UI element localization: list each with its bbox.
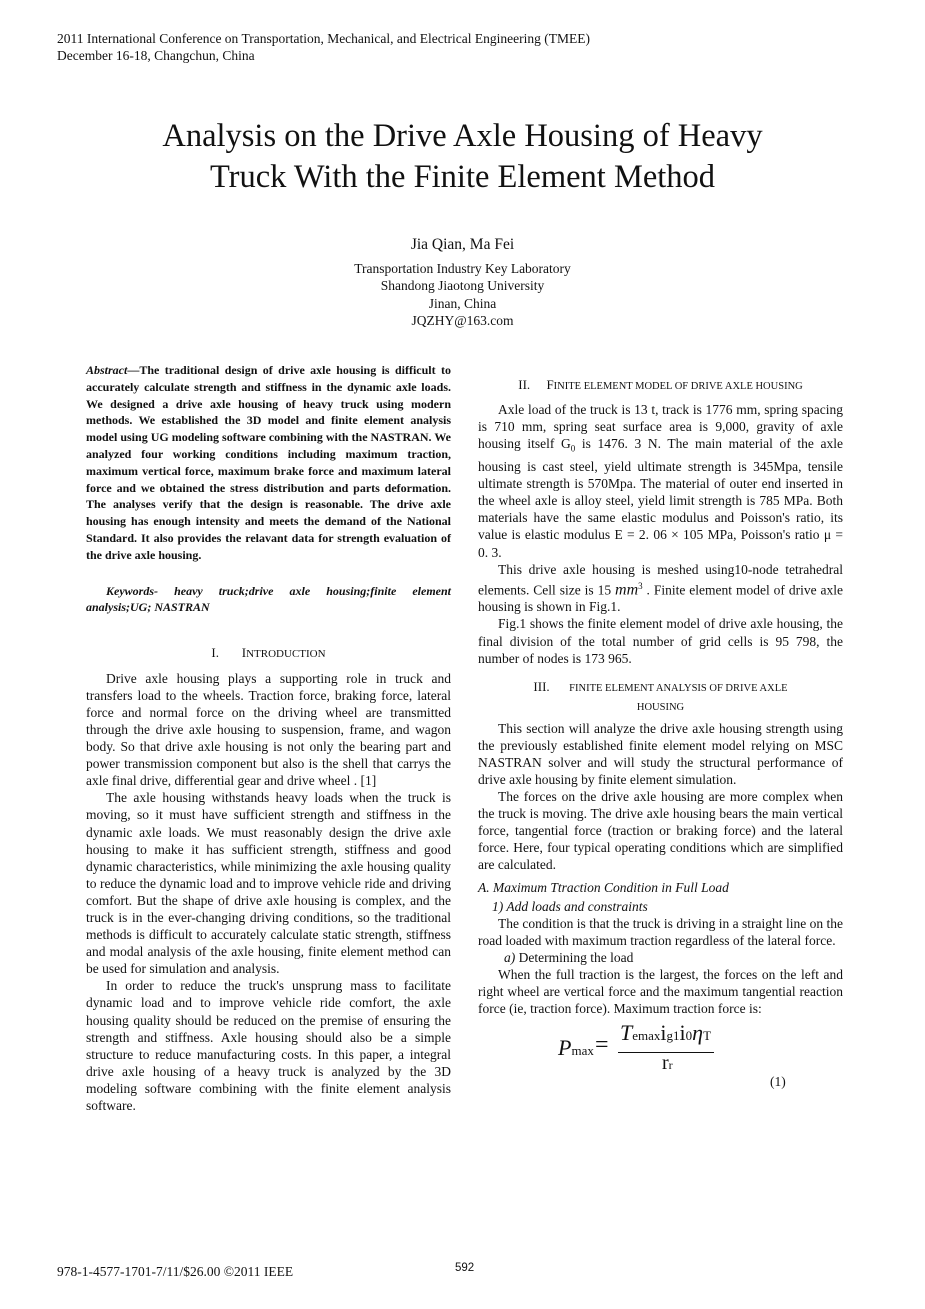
section-1-number: I. <box>211 644 220 660</box>
section-3-number: III. <box>533 678 550 694</box>
section-1-heading <box>86 644 451 663</box>
equation-r: r <box>662 1052 669 1075</box>
section-3-title-c: HOUSING <box>636 701 685 713</box>
equation-T: T <box>620 1020 633 1046</box>
section-2-title: INITE ELEMENT MODEL OF DRIVE AXLE HOUSING <box>553 381 803 392</box>
analysis-paragraph-2: The forces on the drive axle housing are more complex when the truck is moving. The drive axle housing bears the main vertical force, tangential force (traction or braking force) and the lateral force. Here, four typical operating conditions which are simplified are calculated. <box>478 789 843 873</box>
model-paragraph-1 <box>478 401 843 561</box>
equation-denominator <box>662 1052 673 1075</box>
analysis-paragraph-3: The condition is that the truck is driving in a straight line on the road loaded with maximum traction regardless of the lateral force. <box>478 915 843 948</box>
equation-label: (1) <box>770 1074 786 1090</box>
equation-lhs <box>558 1035 594 1061</box>
title-line-1: Analysis on the Drive Axle Housing of Heavy <box>162 118 763 154</box>
model-paragraph-2-sup: 3 <box>638 580 643 591</box>
model-paragraph-2-b: . Finite element model of drive axle housing is shown in Fig.1. <box>478 582 843 615</box>
equation-eta: η <box>692 1020 704 1046</box>
equation-zero: 0 <box>685 1028 693 1044</box>
analysis-paragraph-4: When the full traction is the largest, the forces on the left and right wheel are vertical force and the maximum tangential reaction force (ie, traction force). Maximum traction force is: <box>478 967 843 1017</box>
equation-g1: g1 <box>666 1028 680 1044</box>
section-2-number: II. <box>518 377 531 392</box>
section-3-heading <box>478 678 843 716</box>
title-line-2: Truck With the Finite Element Method <box>209 159 716 195</box>
affiliation-lab: Transportation Industry Key Laboratory <box>354 261 571 276</box>
section-3-title-a: FINITE ELEMENT ANALYSIS OF D <box>569 682 734 694</box>
model-paragraph-3: Fig.1 shows the finite element model of drive axle housing, the final division of the total number of grid cells is 95 798, the number of nodes is 173 965. <box>478 616 843 666</box>
subsection-a-small-heading <box>478 949 843 966</box>
left-column <box>86 362 451 1114</box>
right-column <box>478 362 843 1097</box>
equation-lhs-symbol: P <box>558 1035 572 1061</box>
abstract-text: —The traditional design of drive axle housing is difficult to accurately calculate strength and stiffness in the dynamic axle loads. We designed a drive axle housing of heavy truck using modern methods. We established the 3D model and finite element analysis model using UG modeling software combining with the NASTRAN. We analyzed four working conditions including maximum traction, maximum vertical force, maximum brake force and maximum lateral force and we obtained the stress distribution and parts deformation. The analyses verify that the design is reasonable. The drive axle housing has enough intensity and meets the demand of the National Standard. It also provides the relavant data for strength evaluation of the drive axle housing. <box>86 363 451 562</box>
conference-name: 2011 International Conference on Transportation, Mechanical, and Electrical Engineering (TMEE) <box>57 31 590 46</box>
equation-r-sub: r <box>668 1058 673 1073</box>
analysis-paragraph-1: This section will analyze the drive axle housing strength using the previously established finite element model relying on MSC NASTRAN solver and will study the structural performance of drive axle housing by finite element simulation. <box>478 720 843 787</box>
section-1-title: NTRODUCTION <box>246 647 326 660</box>
model-paragraph-1-a: Axle load of the truck is 13 t, track is 1776 mm, spring spacing is 710 mm, spring seat surface area is 9,000, gravity of axle housing itself G <box>478 402 843 452</box>
equation-numerator <box>620 1020 712 1046</box>
equation-T-sub: emax <box>632 1028 661 1044</box>
model-paragraph-2 <box>478 561 843 616</box>
paper-title <box>60 116 865 198</box>
subsection-a-small-label: a) <box>504 949 516 965</box>
subsection-a-heading: A. Maximum Ttraction Condition in Full Load <box>478 879 729 895</box>
equation-lhs-sub: max <box>571 1043 594 1059</box>
keywords: Keywords- heavy truck;drive axle housing;finite element analysis;UG; NASTRAN <box>86 583 451 615</box>
subsection-1-heading: 1) Add loads and constraints <box>492 898 648 914</box>
model-paragraph-1-b: is 1476. 3 N. The main material of the axle housing is cast steel, yield ultimate strength is 345Mpa, tensile ultimate strength is 570Mpa. The material of outer end inserted in the wheel axle is alloy steel, yield limit strength is 785 MPa. Both materials have the same elastic modulus and Poisson's ratio, its value is elastic modulus E = 2. 06 × 105 MPa, Poisson's ratio μ = 0. 3. <box>478 436 843 560</box>
affiliation-email: JQZHY@163.com <box>411 312 514 328</box>
model-paragraph-2-unit: mm <box>615 581 639 599</box>
intro-paragraph-2: The axle housing withstands heavy loads when the truck is moving, so it must have sufficient strength and stiffness in the dynamic axle loads. We must reasonably design the drive axle housing to make it has sufficient strength, stiffness and good dynamic characteristics, while minimizing the axle housing quality to reduce the dynamic load and to improve vehicle ride and driving comfort. But the shape of drive axle housing is complex, and the truck is in the ever-changing driving conditions, so the traditional methods is difficult to accurately calculate static strength, stiffness and modal analysis of the axle housing, finite element method can be used for simulation and analysis. <box>86 790 451 977</box>
intro-paragraph-3: In order to reduce the truck's unsprung mass to facilitate dynamic load and to improve vehicle ride comfort, the axle housing quality should be reduced on the premise of ensuring the strength and stiffness. Axle housing should also be a simple structure to reduce manufacturing costs. In this paper, a integral drive axle housing of a heavy truck is analyzed by the 3D modeling software combining with the finite element analysis software. <box>86 978 451 1113</box>
authors: Jia Qian, Ma Fei <box>410 236 515 253</box>
affiliation <box>60 260 865 329</box>
model-paragraph-2-a: This drive axle housing is meshed using10-node tetrahedral elements. Cell size is 15 <box>478 561 843 598</box>
subsection-a-small-text: Determining the load <box>515 949 634 965</box>
affiliation-university: Shandong Jiaotong University <box>380 278 545 294</box>
intro-paragraph-1: Drive axle housing plays a supporting role in truck and transfers load to the wheels. Traction force, braking force, lateral force and normal force on the driving wheel are transmitted through the drive axle housing to suspension, frame, and wagon body. So that drive axle housing is not only the bearing part and power transmission component but also is the shell that carrys the axle final drive, differential gear and drive wheel . [1] <box>86 670 451 789</box>
equation-equals: = <box>595 1032 609 1059</box>
equation-1 <box>478 1020 843 1097</box>
section-2-heading <box>478 376 843 395</box>
equation-i: i <box>660 1020 667 1046</box>
equation-eta-sub: T <box>703 1028 712 1044</box>
footer-isbn: 978-1-4577-1701-7/11/$26.00 ©2011 IEEE <box>57 1264 294 1279</box>
equation-i2: i <box>679 1020 686 1046</box>
affiliation-city: Jinan, China <box>428 295 497 311</box>
model-paragraph-1-sub: 0 <box>570 443 576 454</box>
abstract <box>86 362 451 564</box>
page-number: 592 <box>455 1262 475 1274</box>
abstract-label: Abstract <box>86 363 128 377</box>
conference-dates: December 16-18, Changchun, China <box>57 48 255 63</box>
section-1-cap: I <box>241 644 247 660</box>
section-3-title-b: RIVE AXLE <box>733 682 788 694</box>
conference-header <box>57 30 590 64</box>
section-2-cap: F <box>546 377 554 392</box>
